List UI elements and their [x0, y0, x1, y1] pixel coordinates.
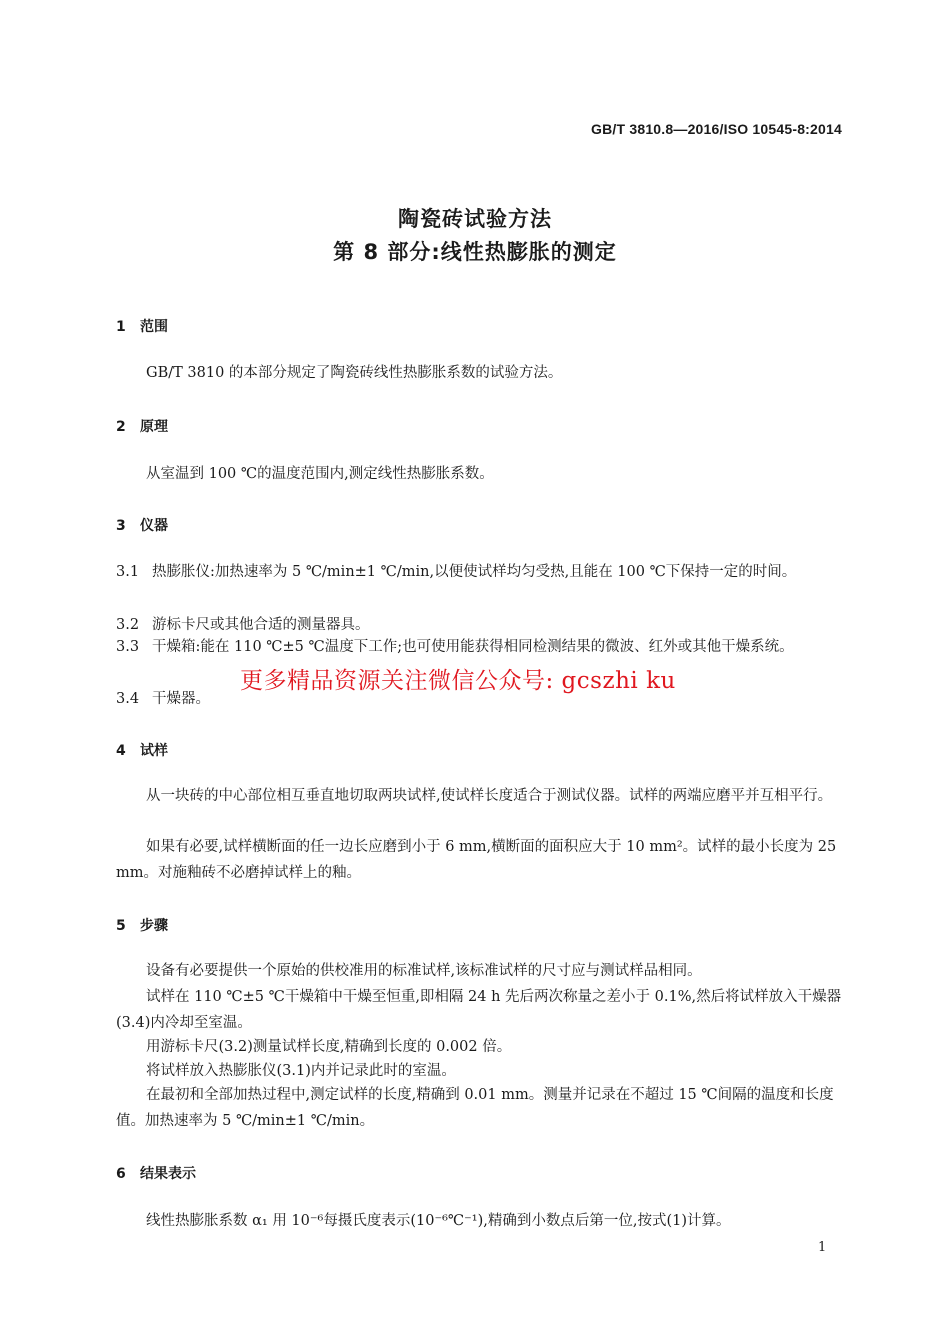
section-title: 试样: [140, 743, 168, 759]
clause-number: 3.4: [116, 691, 140, 707]
clause-3-1: [116, 559, 844, 585]
page-number: 1: [818, 1240, 827, 1255]
section-number: 3: [116, 518, 126, 534]
paragraph: 试样在 110 ℃±5 ℃干燥箱中干燥至恒重,即相隔 24 h 先后两次称量之差小于 0.1%,然后将试样放入干燥器(3.4)内冷却至室温。: [116, 989, 842, 1031]
document-subtitle: 第 8 部分:线性热膨胀的测定: [333, 240, 617, 264]
standard-number: GB/T 3810.8—2016/ISO 10545-8:2014: [591, 121, 842, 137]
clause-text: 热膨胀仪:加热速率为 5 ℃/min±1 ℃/min,以便使试样均匀受热,且能在 100 ℃下保持一定的时间。: [152, 564, 797, 580]
clause-number: 3.1: [116, 564, 140, 580]
clause-number: 3.3: [116, 639, 140, 655]
paragraph: 从室温到 100 ℃的温度范围内,测定线性热膨胀系数。: [146, 466, 494, 482]
section-number: 4: [116, 743, 126, 759]
section-heading-scope: [116, 316, 168, 336]
paragraph: 在最初和全部加热过程中,测定试样的长度,精确到 0.01 mm。测量并记录在不超过 15 ℃间隔的温度和长度值。加热速率为 5 ℃/min±1 ℃/min。: [116, 1087, 834, 1129]
section-number: 6: [116, 1166, 126, 1182]
section-title: 原理: [140, 419, 168, 435]
paragraph: GB/T 3810 的本部分规定了陶瓷砖线性热膨胀系数的试验方法。: [146, 365, 563, 381]
document-title: 陶瓷砖试验方法: [398, 207, 552, 231]
section-number: 2: [116, 419, 126, 435]
section-title: 结果表示: [140, 1166, 196, 1182]
section-number: 5: [116, 918, 126, 934]
paragraph: 设备有必要提供一个原始的供校准用的标准试样,该标准试样的尺寸应与测试样品相同。: [146, 963, 702, 979]
section-heading-specimens: [116, 740, 168, 760]
watermark-text: 更多精品资源关注微信公众号: gcszhi ku: [240, 668, 676, 694]
section-number: 1: [116, 319, 126, 335]
section-heading-procedure: [116, 915, 168, 935]
section-title: 仪器: [140, 518, 168, 534]
section-title: 范围: [140, 319, 168, 335]
paragraph: 用游标卡尺(3.2)测量试样长度,精确到长度的 0.002 倍。: [146, 1039, 512, 1055]
section-heading-apparatus: [116, 515, 168, 535]
clause-number: 3.2: [116, 617, 140, 633]
section-title: 步骤: [140, 918, 168, 934]
clause-text: 干燥箱:能在 110 ℃±5 ℃温度下工作;也可使用能获得相同检测结果的微波、红外或其他干燥系统。: [152, 639, 794, 655]
paragraph: 线性热膨胀系数 α₁ 用 10⁻⁶每摄氏度表示(10⁻⁶℃⁻¹),精确到小数点后第一位,按式(1)计算。: [146, 1213, 731, 1229]
paragraph: 如果有必要,试样横断面的任一边长应磨到小于 6 mm,横断面的面积应大于 10 mm²。试样的最小长度为 25 mm。对施釉砖不必磨掉试样上的釉。: [116, 839, 837, 881]
paragraph: 将试样放入热膨胀仪(3.1)内并记录此时的室温。: [146, 1063, 456, 1079]
paragraph: 从一块砖的中心部位相互垂直地切取两块试样,使试样长度适合于测试仪器。试样的两端应磨平并互相平行。: [146, 788, 833, 804]
clause-3-3: [116, 634, 844, 660]
section-heading-principle: [116, 416, 168, 436]
section-heading-results: [116, 1163, 196, 1183]
clause-text: 游标卡尺或其他合适的测量器具。: [152, 617, 370, 633]
clause-text: 干燥器。: [152, 691, 210, 707]
